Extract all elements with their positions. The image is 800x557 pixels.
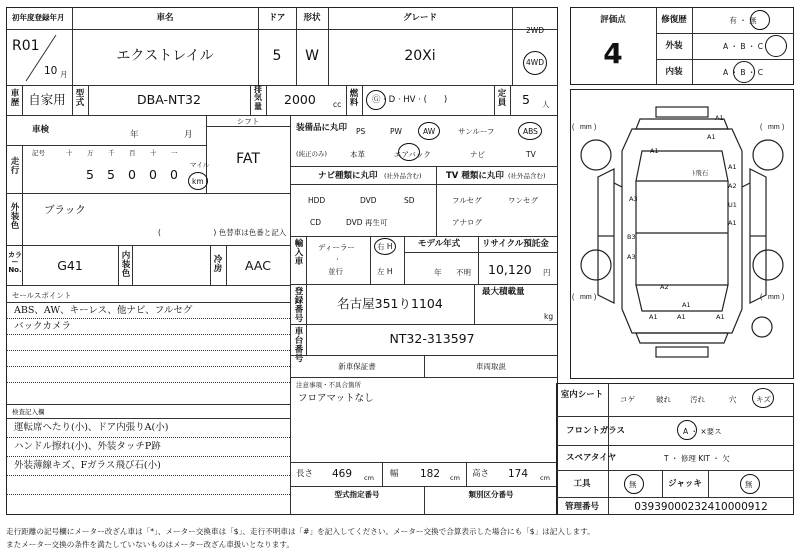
displacement-value: 2000: [284, 92, 316, 107]
divider: [266, 85, 267, 115]
svg-text:mm: mm: [768, 294, 780, 301]
navi-item: DVD 再生可: [346, 218, 388, 227]
inspection-label: 車検: [32, 125, 50, 135]
length-value: 469: [332, 468, 353, 480]
inspector-line: ハンドル擦れ(小)、外装タッチP跡: [14, 441, 161, 452]
equipment-item: TV: [526, 150, 536, 159]
car-name-value: エクストレイル: [116, 48, 214, 64]
divider: [306, 236, 307, 284]
navi-item: CD: [310, 218, 322, 227]
interior-label: 内装: [665, 67, 683, 77]
divider: [206, 126, 290, 127]
registration-label: 登録番号: [294, 287, 304, 324]
equipment-sublabel: (純正のみ): [296, 150, 328, 158]
inspection-year-unit: 年: [130, 130, 139, 140]
svg-text:mm: mm: [768, 124, 780, 131]
exterior-options: A ・ B ・ C: [722, 42, 764, 51]
damage-mark: A1: [677, 313, 686, 321]
damage-mark: A2: [728, 182, 737, 190]
tv-item: ワンセグ: [508, 196, 538, 205]
mileage-digit-label: 千: [108, 149, 115, 157]
damage-mark: B3: [627, 233, 636, 241]
divider: [404, 252, 558, 253]
equipment-item: エアバック: [394, 150, 431, 159]
mileage-digit: 5: [86, 167, 94, 182]
divider: [370, 236, 371, 284]
divider: [72, 85, 73, 115]
divider: [478, 236, 479, 284]
recall-label: 車両取説: [476, 362, 506, 371]
divider: [290, 236, 558, 237]
fuel-options: Ⓖ · D · HV · ( ): [372, 95, 448, 105]
body-value: W: [305, 48, 319, 64]
equipment-item: AW: [423, 127, 436, 136]
month-unit: 月: [60, 70, 68, 79]
import-parallel: 並行: [328, 267, 343, 276]
divider: [708, 470, 709, 497]
divider: [210, 245, 211, 285]
usage-label: 車歴: [10, 89, 20, 108]
svg-text:(: (: [760, 294, 763, 301]
glass-label: フロントガラス: [566, 426, 625, 436]
notes-value: フロアマットなし: [298, 393, 374, 404]
divider: [436, 166, 437, 236]
displacement-label: 排気量: [254, 85, 262, 111]
mileage-digit: 0: [128, 167, 136, 182]
mile-label: マイル: [190, 161, 210, 169]
width-label: 幅: [390, 469, 399, 479]
tv-item: アナログ: [452, 218, 482, 227]
svg-text:): ): [594, 124, 597, 131]
yen-unit: 円: [543, 268, 551, 277]
mileage-digit: 0: [149, 167, 157, 182]
spare-options: T ・ 修理 KIT ・ 欠: [664, 454, 730, 463]
seat-option: コゲ: [620, 395, 635, 404]
divider: [556, 470, 794, 471]
inspector-line: 外装薄線キズ、Fガラス飛び石(小): [14, 460, 161, 471]
equipment-item: PW: [390, 127, 402, 136]
divider: [290, 324, 558, 325]
divider: [512, 7, 513, 85]
svg-text:): ): [594, 294, 597, 301]
seat-option: キズ: [756, 395, 771, 404]
import-label: 輸入車: [294, 239, 304, 267]
height-label: 高さ: [472, 469, 490, 479]
inspection-month-unit: 月: [184, 130, 193, 140]
divider: [6, 302, 290, 303]
damage-mark: A1: [649, 313, 658, 321]
repair-label: 修復歴: [661, 15, 687, 25]
drive-4wd: 4WD: [526, 58, 544, 67]
category-label: 類別区分番号: [468, 490, 514, 499]
divider: [656, 33, 794, 34]
jack-value: 無: [745, 480, 753, 489]
max-load-label: 最大積載量: [482, 287, 525, 297]
divider: [556, 416, 794, 417]
damage-mark: A1: [728, 163, 737, 171]
damage-mark: A1: [716, 313, 725, 321]
equipment-label: 装備品に丸印: [296, 123, 348, 133]
car-outline: [570, 89, 794, 379]
tools-label: 工具: [573, 479, 591, 489]
divider: [6, 285, 290, 286]
era-value: R01: [12, 38, 40, 54]
spare-label: スペアタイヤ: [566, 453, 617, 463]
length-label: 長さ: [296, 469, 314, 479]
car-name-label: 車名: [156, 13, 174, 23]
notes-label: 注意事項・不具合箇所: [296, 381, 361, 389]
navi-item: DVD: [360, 196, 377, 205]
divider: [6, 437, 290, 438]
damage-mark: A1: [728, 219, 737, 227]
model-label: 型式: [75, 89, 85, 108]
footer-line: またメーター交換の条件を満たしていないものはメーター改ざん車扱いとなります。: [6, 540, 294, 549]
type-label: 型式指定番号: [334, 490, 380, 499]
divider: [6, 494, 290, 495]
mileage-label: 走行: [10, 157, 20, 176]
divider: [290, 115, 291, 355]
divider: [6, 334, 290, 335]
navi-sub: (社外品含む): [384, 172, 422, 180]
sales-label: セールスポイント: [12, 291, 72, 300]
divider: [118, 245, 119, 285]
tools-value: 無: [629, 480, 637, 489]
tv-sub: (社外品含む): [508, 172, 546, 180]
import-dot: ·: [336, 255, 339, 265]
sales-line: ABS、AW、キーレス、他ナビ、フルセグ: [14, 305, 193, 316]
damage-mark: A3: [629, 195, 638, 203]
seat-option: 穴: [729, 395, 737, 404]
mileage-digit-label: 十: [66, 149, 73, 157]
svg-text:(: (: [572, 124, 575, 131]
shift-label: シフト: [236, 117, 260, 126]
divider: [6, 145, 206, 146]
tv-label: TV 種類に丸印: [446, 171, 504, 181]
chip-note: ﾄ飛石: [692, 169, 709, 177]
jack-label: ジャッキ: [668, 479, 702, 489]
equipment-item: サンルーフ: [458, 127, 495, 136]
seat-option: 汚れ: [690, 395, 705, 404]
color-no-label: カラーNo.: [8, 251, 22, 274]
score-value: 4: [603, 37, 623, 70]
divider: [474, 284, 475, 324]
exterior-label: 外装: [665, 41, 683, 51]
divider: [290, 284, 558, 285]
divider: [466, 462, 467, 486]
divider: [6, 404, 290, 405]
divider: [6, 245, 290, 246]
grade-label: グレード: [402, 13, 437, 23]
exterior-color-label: 外装色: [10, 203, 20, 231]
divider: [6, 350, 290, 351]
doors-value: 5: [272, 48, 282, 64]
mileage-digit: 0: [170, 167, 178, 182]
score-label: 評価点: [600, 15, 626, 25]
glass-options: A ・ ×要ス: [683, 427, 722, 436]
grade-value: 20Xi: [404, 48, 436, 64]
repair-options: 有 ・ 無: [729, 16, 757, 25]
usage-value: 自家用: [28, 92, 66, 107]
interior-color-label: 内装色: [121, 251, 131, 279]
month-value: 10: [44, 65, 58, 77]
navi-item: HDD: [308, 196, 326, 205]
svg-text:): ): [782, 294, 785, 301]
damage-mark: A2: [660, 283, 669, 291]
divider: [6, 475, 290, 476]
width-value: 182: [420, 468, 441, 480]
cooling-label: 冷房: [213, 255, 223, 274]
divider: [6, 318, 290, 319]
exterior-color-note: ( ) 色替車は色番と記入: [158, 228, 287, 237]
admin-number: 0393900023241000091​2: [634, 501, 768, 513]
divider: [346, 85, 347, 115]
divider: [22, 145, 23, 193]
color-no-value: G41: [57, 258, 83, 273]
seat-option: 破れ: [656, 395, 671, 404]
capacity-label: 定員: [497, 89, 507, 108]
door-label: ドア: [268, 13, 286, 23]
divider: [290, 462, 558, 463]
model-year-unknown: 不明: [456, 268, 471, 277]
recycle-label: リサイクル預託金: [482, 239, 549, 249]
cooling-value: AAC: [245, 258, 271, 273]
divider: [6, 115, 558, 116]
damage-mark: A1: [682, 301, 691, 309]
divider: [510, 85, 511, 115]
divider: [6, 456, 290, 457]
divider: [362, 85, 363, 115]
fuel-label: 燃料: [349, 89, 359, 108]
damage-mark: A1: [707, 133, 716, 141]
kg-unit: kg: [544, 312, 554, 321]
equipment-item: ABS: [523, 127, 538, 136]
navi-label: ナビ種類に丸印: [318, 171, 378, 181]
model-year-unit: 年: [434, 268, 442, 277]
divider: [656, 59, 794, 60]
inspector-line: 運転席へたり(小)、ドア内張りA(小): [14, 422, 169, 433]
admin-label: 管理番号: [564, 502, 599, 512]
cm-unit: cm: [450, 474, 460, 482]
divider: [6, 418, 290, 419]
import-dealer: ディーラー: [318, 243, 355, 252]
divider: [404, 236, 405, 284]
divider: [382, 462, 383, 486]
divider: [494, 85, 495, 115]
divider: [290, 166, 558, 167]
capacity-value: 5: [522, 92, 530, 107]
divider: [290, 377, 558, 378]
sales-line: バックカメラ: [14, 321, 72, 332]
svg-text:(: (: [760, 124, 763, 131]
import-handle-left: 左 H: [377, 267, 393, 276]
height-value: 174: [508, 468, 529, 480]
km-label: km: [192, 177, 204, 186]
cc-unit: cc: [333, 100, 342, 109]
seat-label: 室内シート: [560, 390, 604, 400]
svg-text:(: (: [572, 294, 575, 301]
first-reg-label: 初年度登録年月: [12, 13, 65, 22]
equipment-item: ナビ: [470, 150, 485, 159]
cm-unit: cm: [364, 474, 374, 482]
capacity-unit: 人: [542, 100, 550, 109]
damage-mark: A1: [650, 147, 659, 155]
recycle-amount: 10,120: [488, 262, 532, 277]
footer-line: 走行距離の記号欄にメーター改ざん車は「*」、メーター交換車は「$」、走行不明車は「#」を記入してください。メーター交換で合算表示した場合にも「$」は記入します。: [6, 527, 595, 536]
mileage-digit-label: 十: [150, 149, 157, 157]
chassis-number: NT32-313597: [389, 331, 475, 346]
model-value: DBA-NT32: [137, 92, 201, 107]
import-handle-right: 右 H: [377, 242, 393, 251]
divider: [290, 184, 558, 185]
damage-mark: A1: [715, 114, 724, 122]
mileage-digit-label: 一: [171, 149, 178, 157]
divider: [6, 366, 290, 367]
mileage-digit: 5: [107, 167, 115, 182]
interior-options: A ・ B ・ C: [722, 68, 764, 77]
damage-mark: A3: [627, 253, 636, 261]
model-year-label: モデル年式: [418, 239, 461, 249]
registration-number: 名古屋351り1104: [337, 296, 443, 311]
divider: [608, 383, 609, 515]
divider: [132, 245, 133, 285]
svg-text:): ): [782, 124, 785, 131]
mileage-digit-label: 記号: [32, 149, 45, 157]
divider: [6, 193, 290, 194]
divider: [556, 445, 794, 446]
divider: [250, 85, 251, 115]
shift-value: FAT: [236, 151, 260, 167]
divider: [556, 497, 794, 498]
inspector-label: 検査記入欄: [12, 408, 45, 416]
svg-text:mm: mm: [580, 124, 592, 131]
cm-unit: cm: [540, 474, 550, 482]
divider: [6, 29, 558, 30]
drive-2wd: 2WD: [526, 26, 544, 35]
mileage-digit-label: 万: [87, 149, 94, 157]
damage-mark: U1: [728, 201, 737, 209]
warranty-label: 新車保証書: [338, 362, 376, 371]
mileage-digit-label: 百: [129, 149, 136, 157]
equipment-item: PS: [356, 127, 366, 136]
exterior-color-value: ブラック: [44, 204, 86, 216]
equipment-item: 本革: [350, 150, 365, 159]
divider: [6, 382, 290, 383]
chassis-label: 車台番号: [294, 327, 304, 364]
navi-item: SD: [404, 196, 415, 205]
body-label: 形状: [303, 13, 321, 23]
tv-item: フルセグ: [452, 196, 482, 205]
svg-text:mm: mm: [580, 294, 592, 301]
